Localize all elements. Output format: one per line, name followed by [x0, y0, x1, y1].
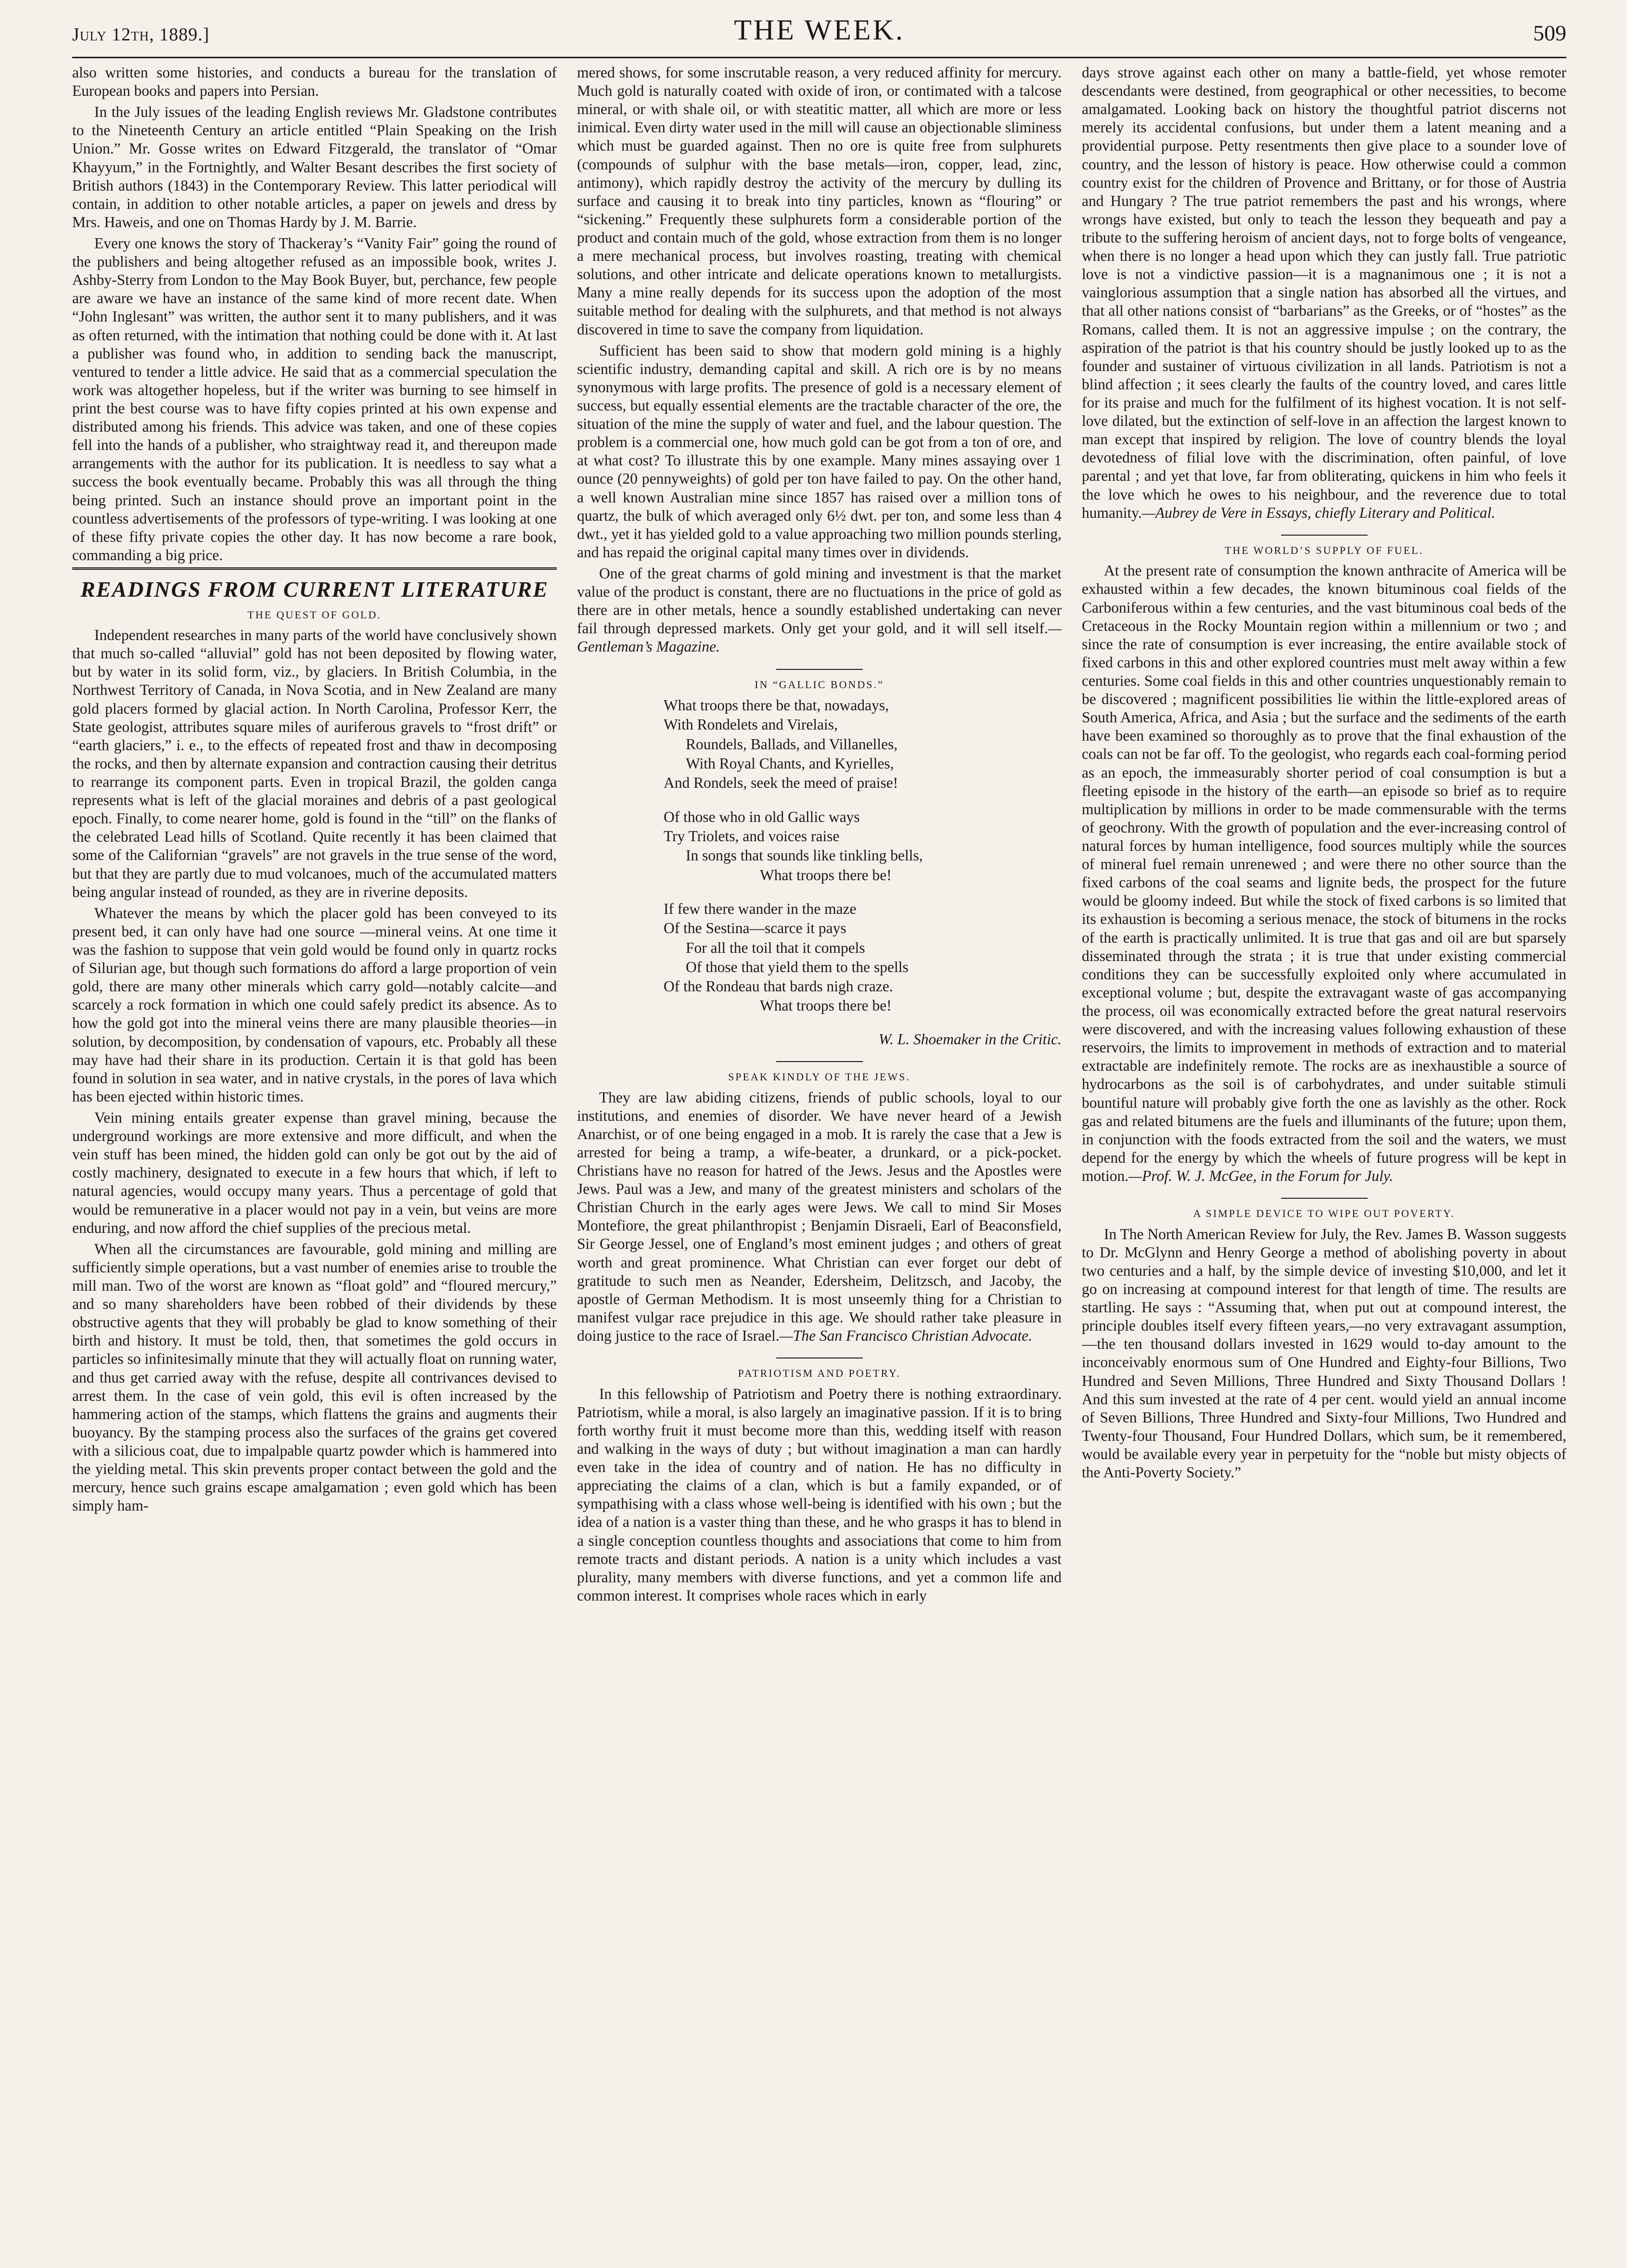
columns [72, 64, 1566, 2249]
poem-line: And Rondels, seek the meed of praise! [664, 774, 898, 792]
poem-line: With Royal Chants, and Kyrielles, [686, 755, 894, 772]
article-title: PATRIOTISM AND POETRY. [738, 1367, 901, 1380]
poem-line: Of those who in old Gallic ways [664, 808, 860, 825]
paragraph: Independent researches in many parts of the world have conclusively shown that much so-called “alluvial” gold has not been deposited by flowing water, but by water in its solid form, viz., by glaciers. In British Columbia, in the Northwest Territory of Canada, in Nova Scotia, and in New Zealand are many gold placers formed by glacial action. In North Carolina, Professor Kerr, the State geologist, attributes square miles of auriferous gravels to “frost drift” or “earth glaciers,” i. e., to the effects of repeated frost and thaw in decomposing the rocks, and then by alternate expansion and contraction causing their detritus to rearrange its component parts. Even in tropical Brazil, the golden canga represents what is left of the glacial moraines and debris of a past geological epoch. Finally, to come nearer home, gold is found in the “till” on the flanks of the celebrated Lead hills of Scotland. Quite recently it has been claimed that some of the Californian “gravels” are not gravels in the true sense of the word, but that they are partly due to mud volcanoes, much of the accumulated matters being angular instead of rounded, as they are in riverine deposits. [72, 627, 557, 900]
paragraph: In the July issues of the leading English reviews Mr. Gladstone contributes to the Nineteenth Century an article entitled “Plain Speaking on the Irish Union.” Mr. Gosse writes on Edward Fitzgerald, the translator of “Omar Khayyum,” in the Fortnightly, and Walter Besant describes the first society of British authors (1843) in the Contemporary Review. This latter periodical will contain, in addition to other notable articles, a paper on jewels and dress by Mrs. Haweis, and one on Thomas Hardy by J. M. Barrie. [72, 103, 557, 231]
source-credit: —Aubrey de Vere in Essays, chiefly Literary and Political. [1141, 504, 1496, 521]
poem-line: What troops there be! [760, 866, 892, 884]
paragraph: Every one knows the story of Thackeray’s “Vanity Fair” going the round of the publishers and being altogether refused as an impossible book, writes J. Ashby-Sterry from London to the May Book Buyer, but, perchance, few people are aware we have an instance of the same kind of more recent date. When “John Inglesant” was written, the author sent it to many publishers, and it was as often returned, with the intimation that nothing could be done with it. At last a publisher was found who, in addition to sending back the manuscript, ventured to tender a little advice. He said that as a commercial speculation the work was altogether hopeless, but if the writer was burning to see himself in print the best course was to have fifty copies printed at his own expense and distributed among his friends. This advice was taken, and one of these copies fell into the hands of a publisher, who straightway read it, and thereupon made arrangements with the author for its publication. It is needless to say what a success the book eventually became. Probably this was all through the thing being printed. Such an instance should prove an important point in the countless advertisements of the professors of type-writing. I was looking at one of these fifty private copies the other day. It has now become a rare book, commanding a big price. [72, 234, 557, 564]
source-credit: —Prof. W. J. McGee, in the Forum for July. [1128, 1167, 1393, 1184]
divider [776, 1061, 863, 1062]
article-title: THE WORLD’S SUPPLY OF FUEL. [1224, 544, 1424, 556]
stanza-1 [664, 696, 1062, 793]
poem-line: For all the toil that it compels [686, 939, 865, 956]
paragraph: Vein mining entails greater expense than gravel mining, because the underground workings are more extensive and more difficult, and when the vein stuff has been mined, the hidden gold can only be got out by the aid of costly machinery, designated to execute in a few hours that which, if left to natural agencies, would occupy many years. Thus a percentage of gold that would be remunerative in a placer would not pay in a vein, but veins are more enduring, and now afford the chief supplies of the precious metal. [72, 1109, 557, 1236]
paragraph [577, 1089, 1062, 1345]
paragraph: Sufficient has been said to show that modern gold mining is a highly scientific industry, demanding capital and skill. A rich ore is by no means synonymous with large profits. The presence of gold is a necessary element of success, but equally essential elements are the tractable character of the ore, the situation of the mine the supply of water and fuel, and the labour question. The problem is a commercial one, how much gold can be got from a ton of ore, and at what cost? To illustrate this by one example. Many mines assaying over 1 ounce (20 pennyweights) of gold per ton have failed to pay. On the other hand, a well known Australian mine since 1857 has raised over a million tons of quartz, the bulk of which averaged only 6½ dwt. per ton, and some less than 4 dwt., yet it has yielded gold to a value approaching two million pounds sterling, and has repaid the original capital many times over in dividends. [577, 342, 1062, 561]
article-title: SPEAK KINDLY OF THE JEWS. [728, 1070, 910, 1083]
poem-line: Roundels, Ballads, and Villanelles, [686, 735, 898, 753]
paragraph: When all the circumstances are favourable, gold mining and milling are sufficiently simple operations, but a vast number of enemies arise to trouble the mill man. Two of the worst are known as “float gold” and “floured mercury,” and so many shareholders have been robbed of their dividends by these obstructive agents that they will probably be glad to know something of their birth and history. It must be told, then, that sometimes the gold occurs in particles so infinitesimally minute that they will actually float on running water, and thus get carried away with the refuse, despite all contrivances devised to arrest them. In the case of vein gold, this evil is often increased by the hammering action of the stamps, which flattens the grains and augments their buoyancy. By the stamping process also the surfaces of the grains get covered with a silicious coat, due to impalpable quartz powder which is hammered into the yielding metal. This skin prevents proper contact between the gold and the mercury, hence such grains escape amalgamation ; even gold which has been simply ham- [72, 1240, 557, 1514]
header-rule [72, 57, 1566, 58]
poem-line: Of those that yield them to the spells [686, 958, 909, 975]
column-2 [577, 64, 1062, 2249]
paragraph-text: At the present rate of consumption the known anthracite of America will be exhausted within a few decades, the known bituminous coal fields of the Carboniferous within a few centuries, and the vast bituminous coal beds of the Cretaceous in the Rocky Mountain region within a millennium or two ; and since the rate of consumption is ever increasing, the entire available stock of fixed carbons in this and other explored countries must melt away within a few centuries. Some coal fields in this and other countries unquestionably remain to be discovered ; magnificent possibilities lie within the little-explored areas of South America, Africa, and Asia ; but the surface and the sediments of the earth have been examined so thoroughly as to prove that the final exhaustion of the coals can not be far off. To the geologist, who regards each coal-forming period as an epoch, the immeasurably shorter period of coal consumption is but a fleeting episode in the history of the earth—an episode so brief as to require multiplication by millions in order to be made commensurable with the terms of geochrony. With the growth of population and the ever-increasing control of natural forces by human intelligence, food sources multiply while the sources of mineral fuel remain unrenewed ; and were there no other source than the fixed carbons of the coal seams and lignite beds, the prospect for the future would be gloomy indeed. But while the stock of fixed carbons is so limited that its exhaustion is becoming a serious menace, the stock of bitumens in the rocks of the earth is practically unlimited. It is true that gas and oil are but sparsely disseminated through the strata ; it is true that under existing commercial conditions they can be successfully exploited only where accumulated in exceptional volume ; but, despite the extravagant waste of gas accompanying the process, oil was economically extracted before the great natural reservoirs were discovered, and with the increasing values following exhaustion of these reservoirs, the limits to improvement in methods of extraction and to material extractable are indefinitely remote. The rocks are as inexhaustible a source of hydrocarbons as the soil is of carbohydrates, and under suitable stimuli bountiful nature will probably give forth the one as lavishly as the other. Rock gas and related bitumens are the fuels and illuminants of the future; upon them, in conjunction with the foods extracted from the soil and the waters, we must depend for the energy by which the wheels of future progress will be kept in motion. [1082, 562, 1566, 1184]
journal-title: THE WEEK. [734, 14, 905, 46]
poem-line: Try Triolets, and voices raise [664, 827, 840, 845]
paragraph [1082, 562, 1566, 1185]
divider [1281, 535, 1368, 536]
divider [1281, 1198, 1368, 1199]
poem-credit: W. L. Shoemaker in the Critic. [878, 1030, 1062, 1048]
poem-line: What troops there be that, nowadays, [664, 697, 889, 714]
paragraph: also written some histories, and conducts a bureau for the translation of European books and papers into Persian. [72, 64, 557, 100]
section-title: READINGS FROM CURRENT LITERATURE [80, 577, 549, 602]
article-title: THE QUEST OF GOLD. [247, 608, 382, 621]
column-1 [72, 64, 557, 2249]
paragraph-text: They are law abiding citizens, friends of public schools, loyal to our institutions, and enemies of disorder. We have never heard of a Jewish Anarchist, or of one being engaged in a mob. It is rarely the case that a Jew is arrested for being a tramp, a wife-beater, a drunkard, or a pick-pocket. Christians have no reason for hatred of the Jews. Jesus and the Apostles were Jews. Paul was a Jew, and many of the greatest ministers and scholars of the Christian Church in the early ages were Jews. We call to mind Sir Moses Montefiore, the great philanthropist ; Benjamin Disraeli, Earl of Beaconsfield, Sir George Jessel, one of England’s most eminent judges ; and others of great worth and great prominence. What Christian can ever forget our debt of gratitude to such men as Neander, Edersheim, Delitzsch, and Jacoby, the apostle of German Methodism. It is most unseemly thing for a Christian to manifest vulgar race prejudice in this age. We should rather take pleasure in doing justice to the race of Israel. [577, 1089, 1062, 1344]
paragraph: Whatever the means by which the placer gold has been conveyed to its present bed, it can only have had one source —mineral veins. At one time it was the fashion to suppose that vein gold would be found only in quartz rocks of Silurian age, but though such formations do afford a large proportion of vein gold, there are many other minerals which carry gold—notably calcite—and scarcely a rock formation in which one could safely predict its absence. As to how the gold got into the mineral veins there are many plausible theories—in solution, by decomposition, by condensation of vapours, etc. Probably all these may have had their share in its production. Certain it is that gold has been found in solution in sea water, and in native crystals, in the pores of lava which has been ejected within historic times. [72, 904, 557, 1105]
article-title: A SIMPLE DEVICE TO WIPE OUT POVERTY. [1193, 1207, 1455, 1220]
paragraph [1082, 64, 1566, 522]
paragraph: In this fellowship of Patriotism and Poetry there is nothing extraordinary. Patriotism, while a moral, is also largely an imaginative passion. If it is to bring forth worthy fruit it must become more than this, wedding itself with reason and walking in the ways of duty ; but without imagination a man can hardly even take in the idea of country and of nation. He has no difficulty in appreciating the claims of a clan, which is but a family expanded, or of sympathising with a class whose well-being is identified with his own ; but the idea of a nation is a vaster thing than these, and he who grasps it has to blend in a single conception countless thoughts and associations that come to him from remote tracts and distant periods. A nation is a unity which includes a vast plurality, many members with diverse functions, and yet a common life and common interest. It comprises whole races which in early [577, 1385, 1062, 1604]
poem-line: In songs that sounds like tinkling bells, [686, 847, 923, 864]
issue-date: July 12th, 1889.] [72, 25, 210, 45]
poem-line: If few there wander in the maze [664, 900, 857, 917]
divider [776, 669, 863, 670]
source-credit: —Gentleman’s Magazine. [577, 620, 1062, 655]
poem-line: Of the Sestina—scarce it pays [664, 920, 846, 937]
page-number: 509 [1533, 21, 1566, 45]
paragraph: In The North American Review for July, the Rev. James B. Wasson suggests to Dr. McGlynn and Henry George a method of abolishing poverty in about two centuries and a half, by the simple device of investing $10,000, and let it go on increasing at compound interest for that length of time. The results are startling. He says : “Assuming that, when put out at compound interest, the principle doubles itself every fifteen years,—no very extravagant assumption,—the ten thousand dollars invested in 1629 would to-day amount to the inconceivably enormous sum of One Hundred and Eighty-four Billions, Two Hundred and Seven Millions, Three Hundred and Sixty Thousand Dollars ! And this sum invested at the rate of 4 per cent. would yield an annual income of Seven Billions, Three Hundred and Sixty-four Millions, Two Hundred and Twenty-four Thousand, Four Hundred Dollars, which sum, be it remembered, would be available every year in perpetuity for the “noble but misty objects of the Anti-Poverty Society.” [1082, 1225, 1566, 1481]
poem-line: Of the Rondeau that bards nigh craze. [664, 978, 893, 995]
stanza-2 [664, 807, 1062, 885]
stanza-3 [664, 899, 1062, 1016]
source-credit: —The San Francisco Christian Advocate. [779, 1327, 1032, 1344]
running-head [72, 13, 1566, 54]
paragraph-text: One of the great charms of gold mining and investment is that the market value of the product is constant, there are no fluctuations in the price of gold as there are in other metals, hence a soundly established undertaking can never fail through depressed markets. Only get your gold, and it will sell itself. [577, 564, 1062, 637]
poem [664, 696, 1062, 1016]
paragraph [577, 564, 1062, 656]
poem-title: IN “GALLIC BONDS.” [755, 678, 884, 691]
paragraph: mered shows, for some inscrutable reason, a very reduced affinity for mercury. Much gold is naturally coated with oxide of iron, or contimated with a talcose mineral, or with shale oil, or with steatitic matter, all which are more or less inimical. Even dirty water used in the mill will cause an objectionable sliminess which must be guarded against. Then no ore is quite free from sulphurets (compounds of sulphur with the base metals—iron, copper, lead, zinc, antimony), which rapidly destroy the activity of the mercury by dulling its surface and causing it to break into tiny particles, known as “flouring” or “sickening.” Frequently these sulphurets form a considerable portion of the product and contain much of the gold, whose extraction from them is no longer a mere mechanical process, but involves roasting, treating with chemical solutions, and other intricate and delicate operations known to metallurgists. Many a mine really depends for its success upon the adoption of the most suitable method for dealing with the sulphurets, and that method is not always discovered in time to save the company from liquidation. [577, 64, 1062, 338]
poem-line: With Rondelets and Virelais, [664, 716, 838, 733]
paragraph-text: days strove against each other on many a battle-field, yet whose remoter descendants were destined, from geographical or other necessities, to become amalgamated. Looking back on history the thoughtful patriot discerns not merely its accidental confusions, but under them a latent meaning and a providential purpose. Petty resentments then give place to a sounder love of country, and the lesson of history is peace. How otherwise could a common country exist for the children of Provence and Brittany, or for those of Austria and Hungary ? The true patriot remembers the past and his wrongs, where wrongs have existed, but only to teach the lesson they bequeath and pay a tribute to the suffering heroism of ancient days, not to forge bolts of vengeance, when there is no longer a head upon which they can justly fall. True patriotic love is not a vindictive passion—it is a magnanimous one ; it is not a vainglorious assumption that a single nation has absorbed all the virtues, and that all other nations consist of “barbarians” as the Greeks, or of “hostes” as the Romans, called them. It is not an aggressive impulse ; on the contrary, the aspiration of the patriot is that his country should be justly looked up to as the founder and sustainer of virtuous civilization in all lands. Patriotism is not a blind affection ; it sees clearly the faults of the country loved, and cares little for its praise and much for the fulfilment of its highest vocation. It is not self-love dilated, but the extinction of self-love in an affection the largest known to man except that inspired by religion. The love of country blends the loyal devotedness of filial love with the discrimination, often painful, of love parental ; and yet that love, far from obliterating, quickens in him who feels it the love which he owes to his neighbour, and the reverence due to total humanity. [1082, 64, 1566, 521]
poem-line: What troops there be! [760, 997, 892, 1014]
column-3 [1082, 64, 1566, 2249]
section-rule [72, 567, 557, 570]
